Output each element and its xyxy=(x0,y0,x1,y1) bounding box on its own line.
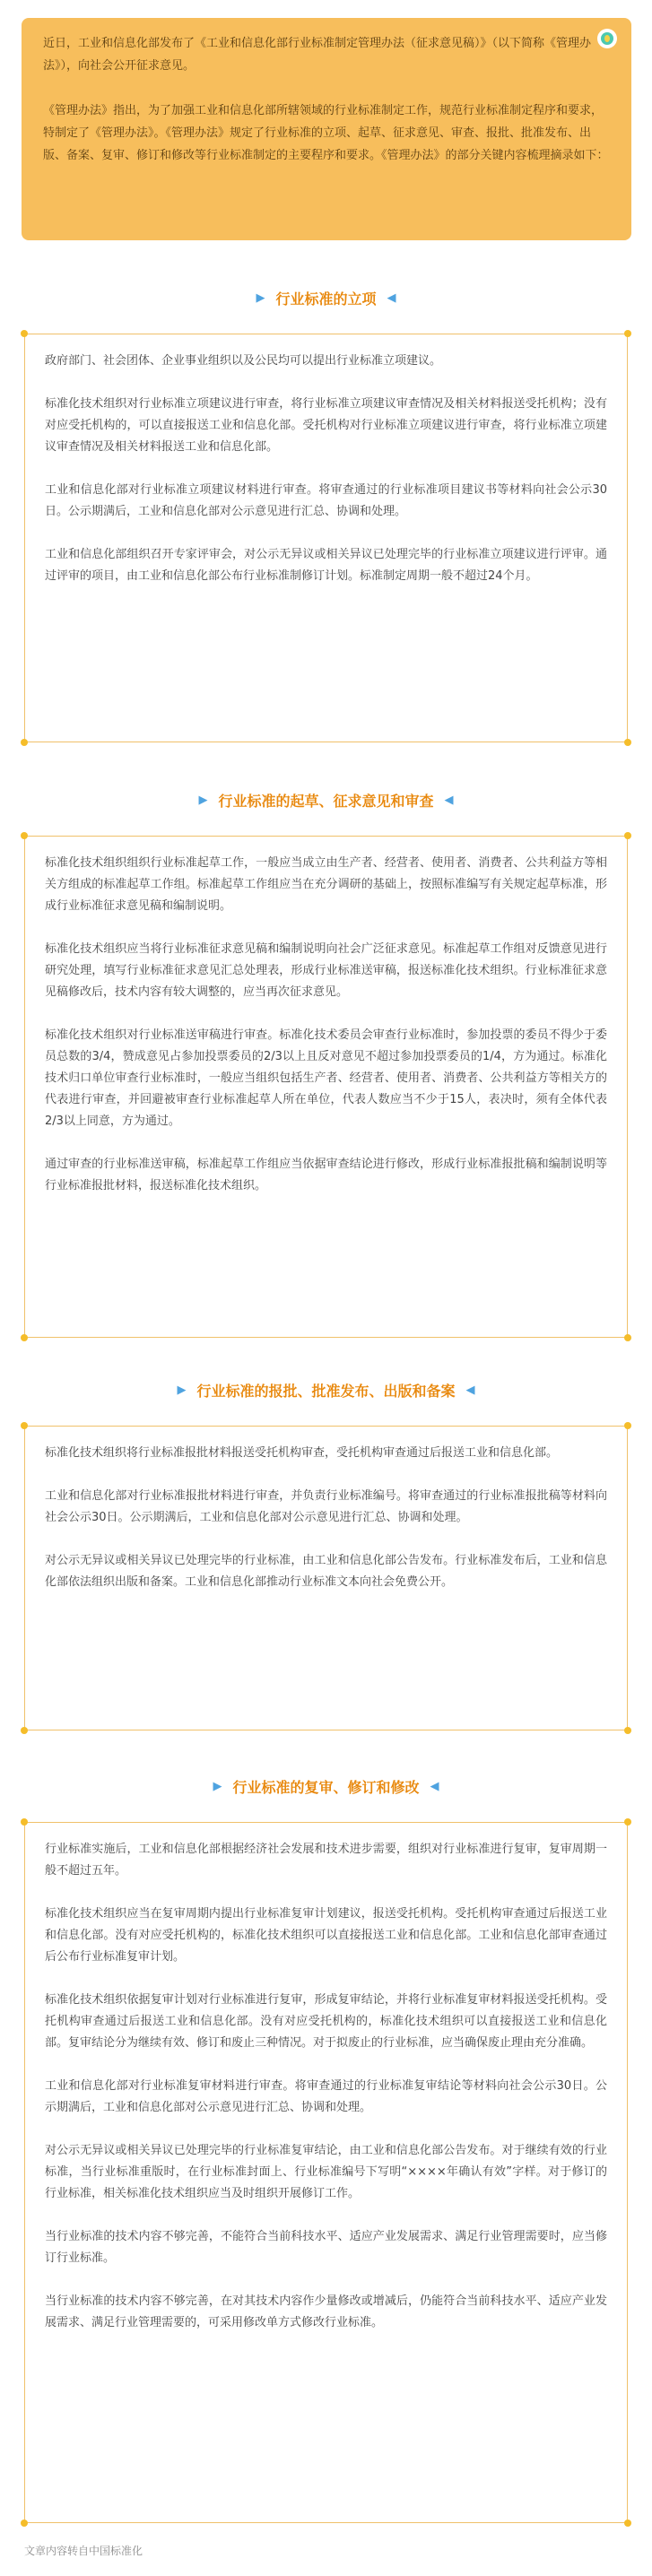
section-title xyxy=(0,782,652,818)
corner-dot-icon xyxy=(21,1727,28,1734)
intro-paragraph: 近日，工业和信息化部发布了《工业和信息化部行业标准制定管理办法（征求意见稿）》（以下简称《管理办法》），向社会公开征求意见。 xyxy=(43,37,592,73)
section-card xyxy=(24,1822,628,2523)
section-title xyxy=(0,1372,652,1408)
card-paragraph: 标准化技术组织组织行业标准起草工作，一般应当成立由生产者、经营者、使用者、消费者、公共利益方等相关方组成的标准起草工作组。标准起草工作组应当在充分调研的基础上，按照标准编写有关规定起草标准，形成行业标准征求意见稿和编制说明。 xyxy=(45,856,607,913)
card-paragraph: 工业和信息化部对行业标准复审材料进行审查。将审查通过的行业标准复审结论等材料向社会公示30日。公示期满后，工业和信息化部对公示意见进行汇总、协调和处理。 xyxy=(45,2079,607,2114)
card-paragraph: 工业和信息化部对行业标准报批材料进行审查，并负责行业标准编号。将审查通过的行业标准报批稿等材料向社会公示30日。公示期满后，工业和信息化部对公示意见进行汇总、协调和处理。 xyxy=(45,1489,607,1524)
card-paragraph: 标准化技术组织对行业标准送审稿进行审查。标准化技术委员会审查行业标准时，参加投票的委员不得少于委员总数的3/4，赞成意见占参加投票委员的2/3以上且反对意见不超过参加投票委员的1/4，方为通过。标准化技术归口单位审查行业标准时，一般应当组织包括生产者、经营者、使用者、消费者、公共利益方等相关方的代表进行审查，并回避被审查行业标准起草人所在单位，代表人数应当不少于15人，表决时，须有全体代表2/3以上同意，方为通过。 xyxy=(45,1028,607,1128)
intro-paragraph: 《管理办法》指出，为了加强工业和信息化部所辖领域的行业标准制定工作，规范行业标准制定程序和要求，特制定了《管理办法》。《管理办法》规定了行业标准的立项、起草、征求意见、审查、报批、批准发布、出版、备案、复审、修订和修改等行业标准制定的主要程序和要求。《管理办法》的部分关键内容梳理摘录如下： xyxy=(43,104,609,162)
card-paragraph: 标准化技术组织应当将行业标准征求意见稿和编制说明向社会广泛征求意见。标准起草工作组对反馈意见进行研究处理，填写行业标准征求意见汇总处理表，形成行业标准送审稿，报送标准化技术组织。行业标准征求意见稿修改后，技术内容有较大调整的，应当再次征求意见。 xyxy=(45,942,607,999)
card-paragraph: 标准化技术组织对行业标准立项建议进行审查，将行业标准立项建议审查情况及相关材料报送受托机构；没有对应受托机构的，可以直接报送工业和信息化部。受托机构对行业标准立项建议进行审查，将行业标准立项建议审查情况及相关材料报送工业和信息化部。 xyxy=(45,397,607,454)
triangle-left-icon: ◀ xyxy=(465,1383,475,1397)
corner-dot-icon xyxy=(624,2520,631,2527)
section-title xyxy=(0,1768,652,1804)
card-paragraph: 行业标准实施后，工业和信息化部根据经济社会发展和技术进步需要，组织对行业标准进行复审，复审周期一般不超过五年。 xyxy=(45,1843,607,1878)
corner-dot-icon xyxy=(624,1334,631,1341)
card-paragraph: 通过审查的行业标准送审稿，标准起草工作组应当依据审查结论进行修改，形成行业标准报批稿和编制说明等行业标准报批材料，报送标准化技术组织。 xyxy=(45,1158,607,1193)
corner-dot-icon xyxy=(624,1422,631,1429)
card-paragraph: 标准化技术组织依据复审计划对行业标准进行复审，形成复审结论，并将行业标准复审材料报送受托机构。受托机构审查通过后报送工业和信息化部。没有对应受托机构的，标准化技术组织可以直接报送工业和信息化部。复审结论分为继续有效、修订和废止三种情况。对于拟废止的行业标准，应当确保废止理由充分准确。 xyxy=(45,1993,607,2050)
corner-dot-icon xyxy=(624,832,631,839)
triangle-left-icon: ◀ xyxy=(387,291,396,305)
corner-dot-icon xyxy=(21,1334,28,1341)
corner-dot-icon xyxy=(21,330,28,337)
card-paragraph: 工业和信息化部对行业标准立项建议材料进行审查。将审查通过的行业标准项目建议书等材料向社会公示30日。公示期满后，工业和信息化部对公示意见进行汇总、协调和处理。 xyxy=(45,483,607,518)
section-title-text: 行业标准的起草、征求意见和审查 xyxy=(218,792,434,810)
section-card xyxy=(24,334,628,742)
corner-dot-icon xyxy=(624,1727,631,1734)
card-paragraph: 工业和信息化部组织召开专家评审会，对公示无异议或相关异议已处理完毕的行业标准立项建议进行评审。通过评审的项目，由工业和信息化部公布行业标准制修订计划。标准制定周期一般不超过24个月。 xyxy=(45,548,607,583)
corner-dot-icon xyxy=(21,832,28,839)
intro-box xyxy=(22,18,631,240)
triangle-right-icon: ▶ xyxy=(177,1383,187,1397)
corner-dot-icon xyxy=(624,1818,631,1826)
triangle-right-icon: ▶ xyxy=(256,291,265,305)
section-title-text: 行业标准的立项 xyxy=(275,290,377,308)
section-card xyxy=(24,1426,628,1730)
section-title-text: 行业标准的复审、修订和修改 xyxy=(232,1778,420,1796)
card-paragraph: 标准化技术组织应当在复审周期内提出行业标准复审计划建议，报送受托机构。受托机构审查通过后报送工业和信息化部。没有对应受托机构的，标准化技术组织可以直接报送工业和信息化部。工业和信息化部审查通过后公布行业标准复审计划。 xyxy=(45,1907,607,1964)
corner-dot-icon xyxy=(21,1818,28,1826)
card-paragraph: 当行业标准的技术内容不够完善，在对其技术内容作少量修改或增减后，仍能符合当前科技水平、适应产业发展需求、满足行业管理需要的，可采用修改单方式修改行业标准。 xyxy=(45,2294,607,2329)
corner-dot-icon xyxy=(624,739,631,746)
logo-badge-icon xyxy=(597,29,617,48)
source-footer: 文章内容转自中国标准化 xyxy=(24,2545,143,2557)
section-title-text: 行业标准的报批、批准发布、出版和备案 xyxy=(196,1382,456,1400)
triangle-right-icon: ▶ xyxy=(198,793,208,807)
corner-dot-icon xyxy=(21,1422,28,1429)
corner-dot-icon xyxy=(21,2520,28,2527)
section-card xyxy=(24,836,628,1338)
triangle-left-icon: ◀ xyxy=(444,793,454,807)
card-paragraph: 对公示无异议或相关异议已处理完毕的行业标准复审结论，由工业和信息化部公告发布。对于继续有效的行业标准，当行业标准重版时，在行业标准封面上、行业标准编号下写明“××××年确认有效”字样。对于修订的行业标准，相关标准化技术组织应当及时组织开展修订工作。 xyxy=(45,2144,607,2200)
corner-dot-icon xyxy=(624,330,631,337)
section-title xyxy=(0,280,652,316)
card-paragraph: 当行业标准的技术内容不够完善，不能符合当前科技水平、适应产业发展需求、满足行业管理需要时，应当修订行业标准。 xyxy=(45,2230,607,2265)
card-paragraph: 政府部门、社会团体、企业事业组织以及公民均可以提出行业标准立项建议。 xyxy=(45,354,442,368)
card-paragraph: 标准化技术组织将行业标准报批材料报送受托机构审查，受托机构审查通过后报送工业和信息化部。 xyxy=(45,1446,559,1460)
corner-dot-icon xyxy=(21,739,28,746)
triangle-right-icon: ▶ xyxy=(213,1779,222,1793)
triangle-left-icon: ◀ xyxy=(430,1779,439,1793)
card-paragraph: 对公示无异议或相关异议已处理完毕的行业标准，由工业和信息化部公告发布。行业标准发布后，工业和信息化部依法组织出版和备案。工业和信息化部推动行业标准文本向社会免费公开。 xyxy=(45,1554,607,1589)
